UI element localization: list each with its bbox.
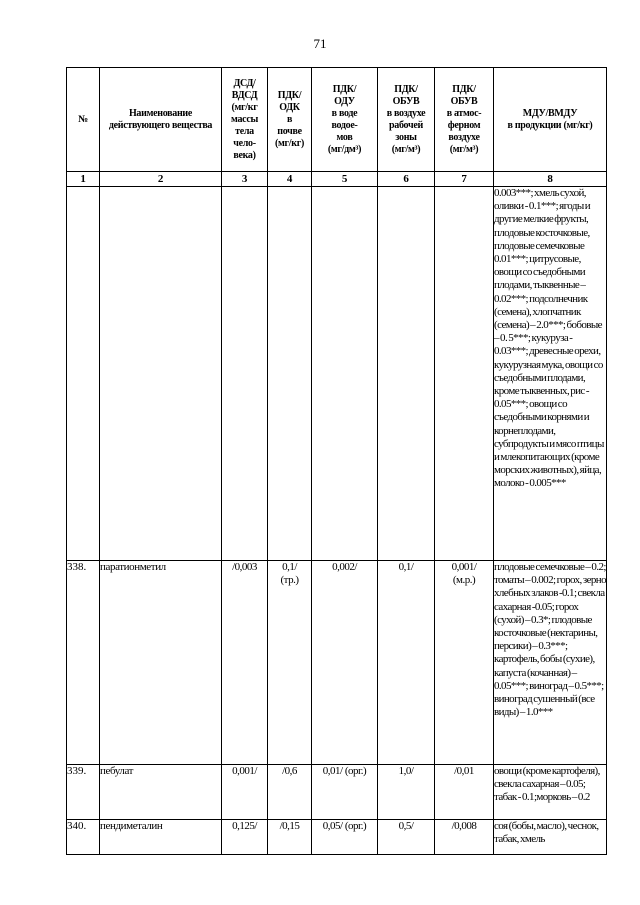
pdk-soil-value: /0,6 bbox=[268, 765, 312, 820]
substance-name bbox=[100, 187, 222, 561]
row-number: 339. bbox=[67, 765, 100, 820]
dsd-value: 0,125/ bbox=[222, 820, 268, 855]
header-pdk-work-air: ПДК/ ОБУВ в воздухе рабочей зоны (мг/м³) bbox=[378, 68, 435, 172]
pdk-atm-air-value: /0,01 bbox=[435, 765, 494, 820]
header-pdk-soil: ПДК/ ОДК в почве (мг/кг) bbox=[268, 68, 312, 172]
pdk-water-value: 0,002/ bbox=[312, 561, 378, 765]
column-number: 3 bbox=[222, 172, 268, 187]
column-number: 7 bbox=[435, 172, 494, 187]
pdk-water-value: 0,01/ (орг.) bbox=[312, 765, 378, 820]
column-number: 6 bbox=[378, 172, 435, 187]
header-pdk-atm-air: ПДК/ ОБУВ в атмос- ферном воздухе (мг/м³) bbox=[435, 68, 494, 172]
pdk-atm-air-value bbox=[435, 187, 494, 561]
pdk-water-value: 0,05/ (орг.) bbox=[312, 820, 378, 855]
pdk-atm-air-value: 0,001/ (м.р.) bbox=[435, 561, 494, 765]
pdk-work-air-value: 0,5/ bbox=[378, 820, 435, 855]
pdk-atm-air-value: /0,008 bbox=[435, 820, 494, 855]
table-row bbox=[67, 765, 607, 820]
table-header-row bbox=[67, 68, 607, 172]
row-number bbox=[67, 187, 100, 561]
header-dsd: ДСД/ ВДСД (мг/кг массы тела чело- века) bbox=[222, 68, 268, 172]
substance-name: пендиметалин bbox=[100, 820, 222, 855]
column-number: 1 bbox=[67, 172, 100, 187]
row-number: 340. bbox=[67, 820, 100, 855]
pdk-work-air-value: 0,1/ bbox=[378, 561, 435, 765]
header-mdu: МДУ/ВМДУ в продукции (мг/кг) bbox=[494, 68, 607, 172]
row-number: 338. bbox=[67, 561, 100, 765]
pdk-soil-value: /0,15 bbox=[268, 820, 312, 855]
substance-name: паратионметил bbox=[100, 561, 222, 765]
header-name: Наименование действующего вещества bbox=[100, 68, 222, 172]
table-row bbox=[67, 820, 607, 855]
column-number: 5 bbox=[312, 172, 378, 187]
pdk-soil-value: 0,1/ (тр.) bbox=[268, 561, 312, 765]
mdu-value: плодовые семечковые – 0.2; томаты – 0.002; горох, зерно хлебных злаков -0.1; свекла сахарная -0.05; горох (сухой) – 0.3*; плодовые косточковые (нектарины, персики) – 0.3***; картофель, бобы (сухие), капуста (кочанная) – 0.05***; виноград – 0.5***; виноград сушенный (все виды) – 1.0*** bbox=[494, 561, 607, 765]
column-number: 2 bbox=[100, 172, 222, 187]
column-number: 8 bbox=[494, 172, 607, 187]
page-number: 71 bbox=[313, 36, 327, 51]
substances-table bbox=[66, 67, 607, 855]
column-number: 4 bbox=[268, 172, 312, 187]
pdk-water-value bbox=[312, 187, 378, 561]
table-row bbox=[67, 187, 607, 561]
mdu-value: овощи (кроме картофеля), свекла сахарная – 0.05; табак - 0.1;морковь – 0.2 bbox=[494, 765, 607, 820]
header-pdk-water: ПДК/ ОДУ в воде водое- мов (мг/дм³) bbox=[312, 68, 378, 172]
dsd-value bbox=[222, 187, 268, 561]
pdk-work-air-value bbox=[378, 187, 435, 561]
dsd-value: 0,001/ bbox=[222, 765, 268, 820]
substance-name: пебулат bbox=[100, 765, 222, 820]
mdu-value: соя (бобы, масло), чеснок, табак, хмель bbox=[494, 820, 607, 855]
pdk-soil-value bbox=[268, 187, 312, 561]
column-numbering-row bbox=[67, 172, 607, 187]
mdu-value: 0.003***; хмель сухой, оливки - 0.1***; ягоды и другие мелкие фрукты, плодовые косточковые, плодовые семечковые 0.01***; цитрусовые, овощи со съедобными плодами, тыквенные – 0.02***; подсолнечник (семена), хлопчатник (семена) – 2.0***; бобовые – 0. 5***; кукуруза - 0.03***; древесные орехи, кукурузная мука, овощи со съедобными плодами, кроме тыквенных, рис - 0.05***; овощи со съедобными корнями и корнеплодами, субпродукты и мясо птицы и млекопитающих (кроме морских животных), яйца, молоко - 0.005*** bbox=[494, 187, 607, 561]
header-num: № bbox=[67, 68, 100, 172]
pdk-work-air-value: 1,0/ bbox=[378, 765, 435, 820]
dsd-value: /0,003 bbox=[222, 561, 268, 765]
table-row bbox=[67, 561, 607, 765]
